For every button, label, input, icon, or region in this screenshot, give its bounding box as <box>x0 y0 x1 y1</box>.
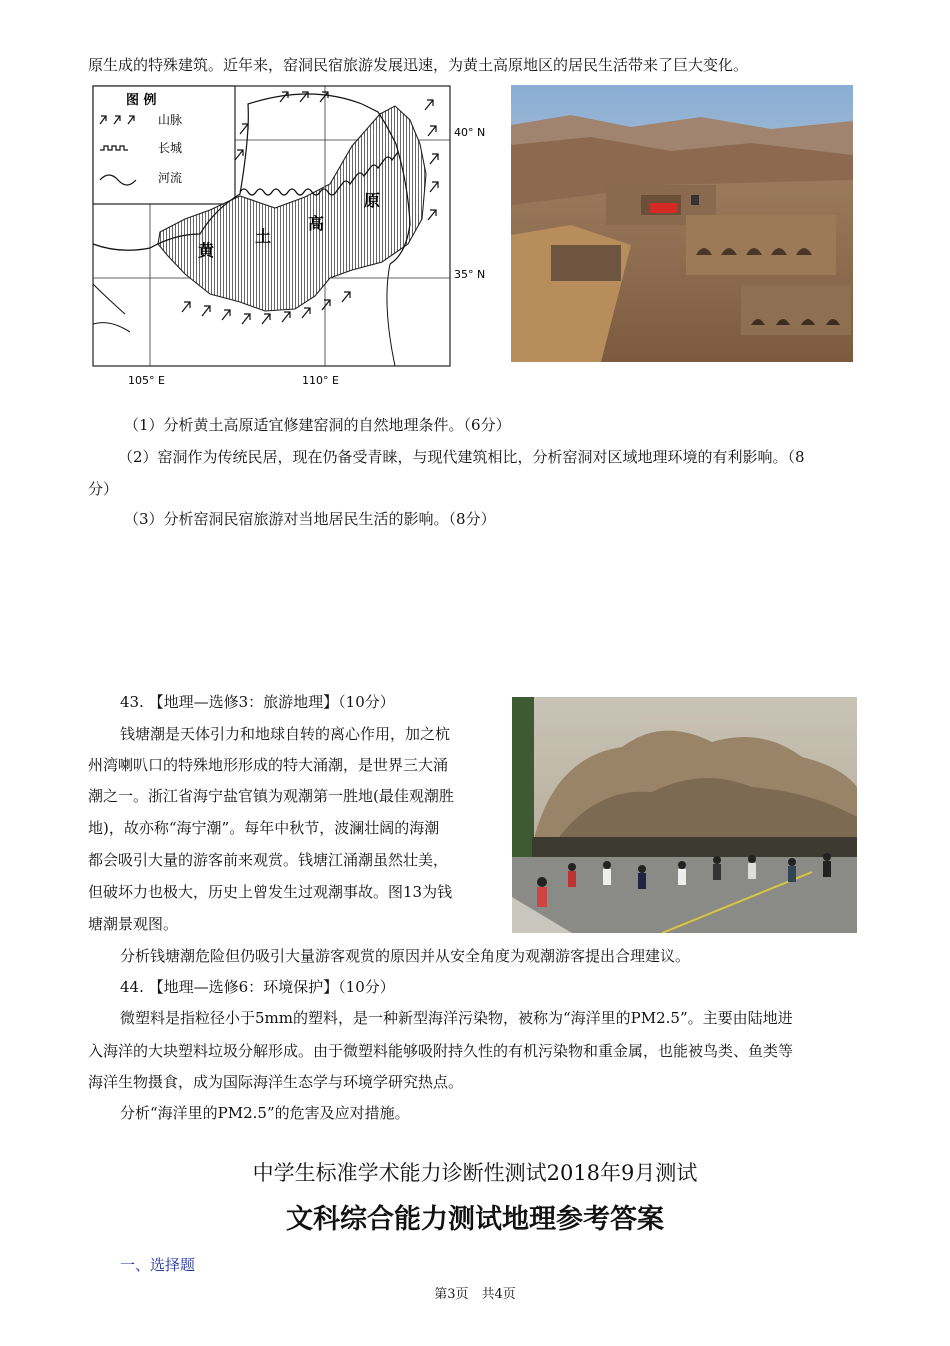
answer-subtitle: 中学生标准学术能力诊断性测试2018年9月测试 <box>252 1161 698 1185</box>
q44-heading: 44. 【地理—选修6：环境保护】（10分） <box>120 978 395 996</box>
q43-line: 都会吸引大量的游客前来观赏。钱塘江涌潮虽然壮美， <box>88 851 449 869</box>
lon-110: 110° E <box>302 374 339 387</box>
q43-task: 分析钱塘潮危险但仍吸引大量游客观赏的原因并从安全角度为观潮游客提出合理建议。 <box>120 947 691 965</box>
q44-line: 微塑料是指粒径小于5mm的塑料，是一种新型海洋污染物，被称为“海洋里的PM2.5”。主要由陆地进 <box>120 1009 793 1027</box>
q43-line: 但破坏力也极大，历史上曾发生过观潮事故。图13为钱 <box>88 883 453 901</box>
lon-105: 105° E <box>128 374 165 387</box>
q43-line: 塘潮景观图。 <box>88 915 179 933</box>
lat-35: 35° N <box>454 268 486 281</box>
q43-line: 地)，故亦称“海宁潮”。每年中秋节，波澜壮阔的海潮 <box>88 819 440 837</box>
q44-line: 入海洋的大块塑料垃圾分解形成。由于微塑料能够吸附持久性的有机污染物和重金属，也能被鸟类、鱼类等 <box>88 1042 794 1060</box>
q43-line: 钱塘潮是天体引力和地球自转的离心作用，加之杭 <box>120 725 451 743</box>
cave-dwelling-photo <box>511 85 853 362</box>
qiantang-tide-photo <box>512 697 857 933</box>
q42-part2-line1: （2）窑洞作为传统民居，现在仍备受青睐，与现代建筑相比，分析窑洞对区域地理环境的有利影响。（8 <box>118 448 805 466</box>
region-char-tu: 土 <box>255 227 272 246</box>
region-char-yuan: 原 <box>364 191 381 210</box>
page-footer: 第3页 共4页 <box>434 1287 516 1302</box>
legend-great-wall: 长城 <box>158 141 183 155</box>
q42-part2-line2: 分） <box>88 480 119 498</box>
q43-line: 潮之一。浙江省海宁盐官镇为观潮第一胜地(最佳观潮胜 <box>88 787 454 805</box>
loess-plateau-map <box>90 84 490 390</box>
section-heading: 一、选择题 <box>120 1256 196 1274</box>
q42-part3: （3）分析窑洞民宿旅游对当地居民生活的影响。（8分） <box>124 510 496 528</box>
q43-heading: 43. 【地理—选修3：旅游地理】（10分） <box>120 693 395 711</box>
region-char-gao: 高 <box>308 214 325 233</box>
intro-text: 原生成的特殊建筑。近年来，窑洞民宿旅游发展迅速，为黄土高原地区的居民生活带来了巨大变化。 <box>88 56 749 74</box>
lat-40: 40° N <box>454 126 486 139</box>
q43-line: 州湾喇叭口的特殊地形形成的特大涌潮，是世界三大涌 <box>88 756 449 774</box>
legend-river: 河流 <box>158 171 183 185</box>
q44-line: 海洋生物摄食，成为国际海洋生态学与环境学研究热点。 <box>88 1073 464 1091</box>
answer-title: 文科综合能力测试地理参考答案 <box>286 1204 664 1235</box>
legend-title: 图 例 <box>126 93 157 108</box>
q42-part1: （1）分析黄土高原适宜修建窑洞的自然地理条件。（6分） <box>124 416 511 434</box>
legend-mountain: 山脉 <box>158 113 183 127</box>
q44-task: 分析“海洋里的PM2.5”的危害及应对措施。 <box>120 1104 410 1122</box>
region-char-huang: 黄 <box>198 241 215 260</box>
